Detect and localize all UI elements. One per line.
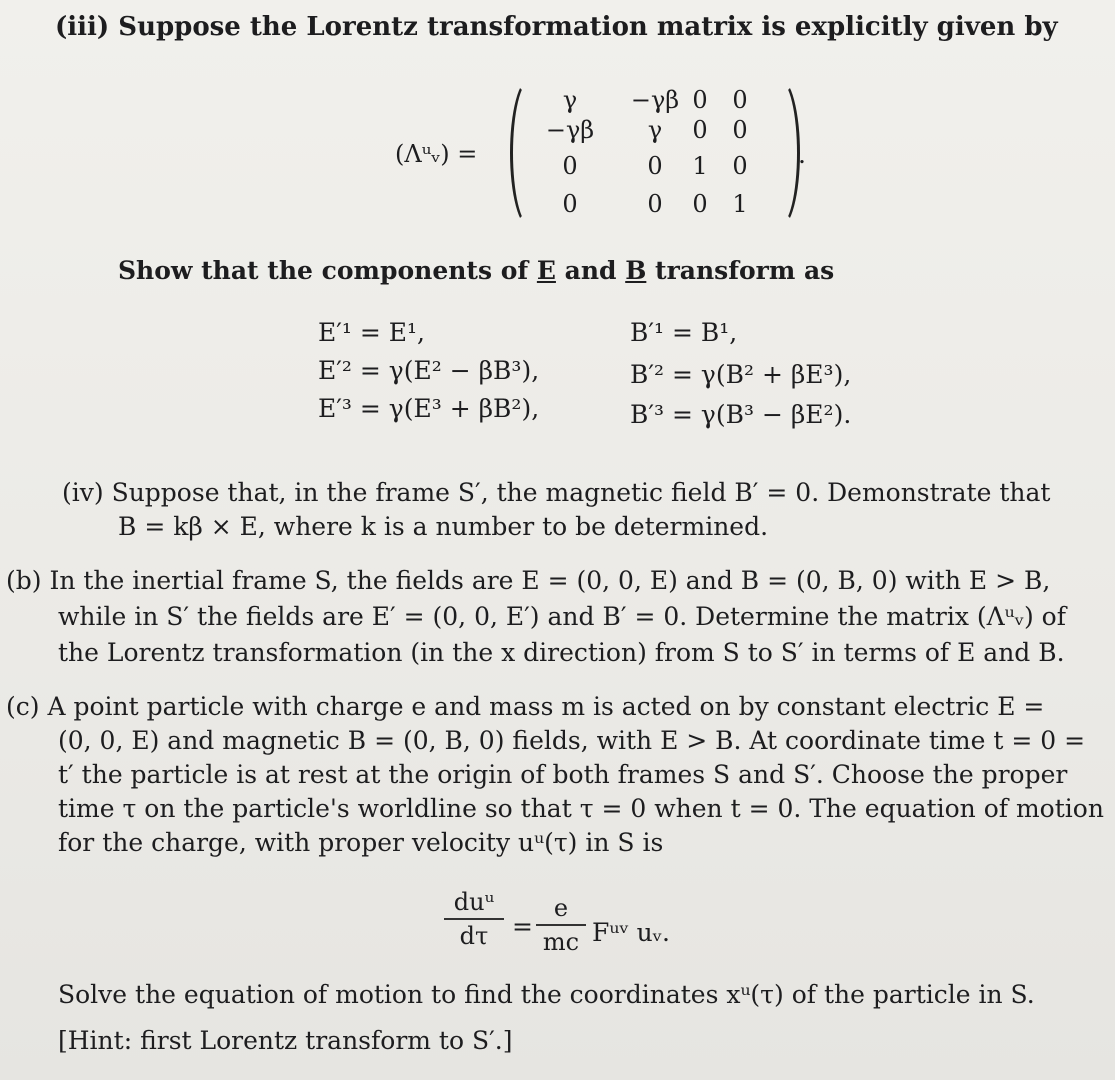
matrix-cell: −γβ	[630, 86, 680, 114]
part-b-line-3: the Lorentz transformation (in the x direction) from S to S′ in terms of E and B.	[58, 638, 1065, 667]
fraction-numerator: e	[553, 894, 569, 922]
hint-line: [Hint: first Lorentz transform to S′.]	[58, 1026, 513, 1055]
equals-sign: =	[512, 912, 533, 941]
equation-e3: E′³ = γ(E³ + βB²),	[318, 394, 540, 423]
matrix-cell: γ	[647, 116, 663, 144]
matrix-cell: 0	[692, 116, 708, 144]
part-b-line-2: while in S′ the fields are E′ = (0, 0, E′) and B′ = 0. Determine the matrix (Λᵘᵥ) of	[58, 602, 1066, 631]
show-prefix: Show that the components of	[118, 256, 537, 285]
equation-b1: B′¹ = B¹,	[630, 318, 738, 347]
matrix-right-paren	[760, 78, 800, 228]
equation-b3: B′³ = γ(B³ − βE²).	[630, 400, 852, 429]
matrix-cell: 0	[732, 116, 748, 144]
fraction-du-dtau	[444, 888, 504, 950]
matrix-cell: 1	[732, 190, 748, 218]
matrix-cell: 0	[647, 152, 663, 180]
vector-B: B	[625, 256, 647, 285]
part-c-line-4: time τ on the particle's worldline so that τ = 0 when t = 0. The equation of motion	[58, 794, 1104, 823]
show-suffix: transform as	[646, 256, 835, 285]
matrix-cell: 1	[692, 152, 708, 180]
equation-tail: Fᵘᵛ uᵥ.	[592, 918, 670, 947]
part-c-line-2: (0, 0, E) and magnetic B = (0, B, 0) fields, with E > B. At coordinate time t = 0 =	[58, 726, 1086, 755]
fraction-numerator: duᵘ	[453, 888, 495, 916]
matrix-cell: 0	[692, 86, 708, 114]
vector-E: E	[536, 256, 556, 285]
fraction-denominator: mc	[542, 928, 580, 956]
matrix-cell: 0	[732, 86, 748, 114]
part-iii-heading: (iii) Suppose the Lorentz transformation matrix is explicitly given by	[55, 12, 1058, 42]
equation-b2: B′² = γ(B² + βE³),	[630, 360, 852, 389]
show-and: and	[555, 256, 626, 285]
matrix-lhs: (Λᵘᵥ) =	[395, 140, 478, 168]
part-c-line-3: t′ the particle is at rest at the origin of both frames S and S′. Choose the proper	[58, 760, 1068, 789]
matrix-cell: 0	[647, 190, 663, 218]
show-that-line	[118, 256, 834, 286]
equation-e2: E′² = γ(E² − βB³),	[318, 356, 540, 385]
fraction-bar	[444, 918, 504, 920]
part-iv-line-2: B = kβ × E, where k is a number to be determined.	[118, 512, 769, 541]
fraction-denominator: dτ	[459, 922, 489, 950]
matrix-cell: 0	[692, 190, 708, 218]
matrix-cell: 0	[562, 152, 578, 180]
matrix-cell: 0	[562, 190, 578, 218]
part-iv-line-1: (iv) Suppose that, in the frame S′, the magnetic field B′ = 0. Demonstrate that	[62, 478, 1051, 507]
matrix-cell: γ	[562, 86, 578, 114]
equation-e1: E′¹ = E¹,	[318, 318, 426, 347]
fraction-e-mc	[536, 894, 586, 956]
matrix-end-period: .	[798, 140, 806, 169]
matrix-cell: −γβ	[545, 116, 595, 144]
part-c-line-1: (c) A point particle with charge e and mass m is acted on by constant electric E =	[6, 692, 1045, 721]
fraction-bar	[536, 924, 586, 926]
solve-line: Solve the equation of motion to find the coordinates xᵘ(τ) of the particle in S.	[58, 980, 1035, 1009]
part-b-line-1: (b) In the inertial frame S, the fields are E = (0, 0, E) and B = (0, B, 0) with E > B,	[6, 566, 1051, 595]
matrix-cell: 0	[732, 152, 748, 180]
part-c-line-5: for the charge, with proper velocity uᵘ(τ) in S is	[58, 828, 664, 857]
